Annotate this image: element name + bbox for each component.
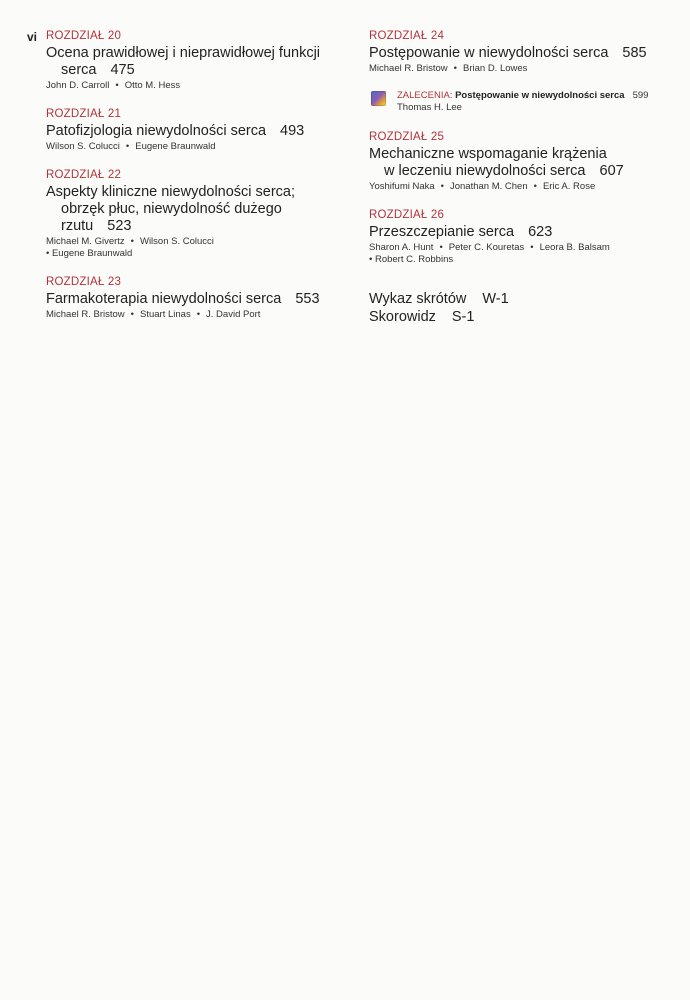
author-name: Michael M. Givertz bbox=[46, 236, 125, 247]
author-name: Wilson S. Colucci bbox=[139, 236, 214, 247]
toc-left-column bbox=[46, 29, 346, 336]
author-name: Sharon A. Hunt bbox=[369, 242, 434, 253]
chapter-title: Aspekty kliniczne niewydolności serca; obrzęk płuc, niewydolność dużego rzutu 523 bbox=[46, 184, 296, 234]
author-name: • Eugene Braunwald bbox=[46, 248, 133, 259]
author-name: Michael R. Bristow bbox=[46, 309, 125, 320]
author-name: J. David Port bbox=[206, 309, 261, 320]
toc-entry[interactable] bbox=[46, 107, 346, 153]
chapter-page: 607 bbox=[599, 163, 624, 179]
author-name: Stuart Linas bbox=[140, 309, 191, 320]
recommendation-icon bbox=[371, 91, 386, 106]
recommendation-page: 599 bbox=[632, 90, 649, 101]
toc-entry[interactable] bbox=[369, 130, 669, 193]
author-name: Michael R. Bristow bbox=[369, 63, 448, 74]
author-name: Jonathan M. Chen bbox=[449, 181, 528, 192]
chapter-authors: Michael R. Bristow • Brian D. Lowes bbox=[369, 63, 528, 74]
appendix-title: Wykaz skrótów bbox=[369, 291, 467, 307]
chapter-authors: Michael M. Givertz • Wilson S. Colucci • Eugene Braunwald bbox=[46, 236, 346, 260]
chapter-title: Postępowanie w niewydolności serca 585 bbox=[369, 45, 647, 61]
author-name: Yoshifumi Naka bbox=[369, 181, 435, 192]
chapter-authors: Sharon A. Hunt • Peter C. Kouretas • Leora B. Balsam • Robert C. Robbins bbox=[369, 242, 669, 266]
chapter-title: Patofizjologia niewydolności serca 493 bbox=[46, 123, 305, 139]
author-name: Otto M. Hess bbox=[124, 80, 181, 91]
chapter-title: Farmakoterapia niewydolności serca 553 bbox=[46, 291, 320, 307]
author-name: Wilson S. Colucci bbox=[46, 141, 120, 152]
chapter-page: 585 bbox=[622, 45, 647, 61]
chapter-label: ROZDZIAŁ 20 bbox=[46, 30, 122, 42]
recommendation-label: ZALECENIA: bbox=[397, 90, 453, 101]
chapter-page: 623 bbox=[528, 224, 553, 240]
appendix-page: S-1 bbox=[451, 309, 475, 325]
chapter-authors: Michael R. Bristow • Stuart Linas • J. David Port bbox=[46, 309, 261, 320]
appendix-page: W-1 bbox=[482, 291, 509, 307]
chapter-page: 493 bbox=[280, 123, 305, 139]
chapter-page: 553 bbox=[295, 291, 320, 307]
toc-right-column bbox=[369, 29, 669, 326]
chapter-title: Przeszczepianie serca 623 bbox=[369, 224, 553, 240]
chapter-page: 523 bbox=[107, 218, 132, 234]
author-name: Eugene Braunwald bbox=[135, 141, 216, 152]
chapter-title: Mechaniczne wspomaganie krążenia w leczeniu niewydolności serca 607 bbox=[369, 146, 624, 179]
chapter-label: ROZDZIAŁ 25 bbox=[369, 131, 445, 143]
appendix-title: Skorowidz bbox=[369, 309, 436, 325]
appendix-item[interactable] bbox=[369, 290, 669, 308]
chapter-label: ROZDZIAŁ 26 bbox=[369, 209, 445, 221]
chapter-label: ROZDZIAŁ 24 bbox=[369, 30, 445, 42]
chapter-authors: Yoshifumi Naka • Jonathan M. Chen • Eric A. Rose bbox=[369, 181, 596, 192]
chapter-authors: Wilson S. Colucci • Eugene Braunwald bbox=[46, 141, 216, 152]
author-name: Leora B. Balsam bbox=[539, 242, 610, 253]
author-name: • Robert C. Robbins bbox=[369, 254, 454, 265]
recommendation-title: Postępowanie w niewydolności serca bbox=[455, 90, 625, 101]
appendix-item[interactable] bbox=[369, 308, 669, 326]
toc-entry[interactable] bbox=[46, 168, 346, 260]
chapter-label: ROZDZIAŁ 23 bbox=[46, 276, 122, 288]
author-name: Peter C. Kouretas bbox=[448, 242, 525, 253]
recommendation-entry[interactable] bbox=[369, 90, 669, 114]
page-number: vi bbox=[27, 30, 38, 44]
chapter-label: ROZDZIAŁ 22 bbox=[46, 169, 122, 181]
appendix-list bbox=[369, 290, 669, 326]
chapter-authors: John D. Carroll • Otto M. Hess bbox=[46, 80, 181, 91]
toc-entry[interactable] bbox=[46, 29, 346, 92]
author-name: Eric A. Rose bbox=[542, 181, 596, 192]
recommendation-author: Thomas H. Lee bbox=[397, 102, 462, 113]
chapter-title: Ocena prawidłowej i nieprawidłowej funkcji serca 475 bbox=[46, 45, 321, 78]
author-name: John D. Carroll bbox=[46, 80, 110, 91]
chapter-page: 475 bbox=[110, 62, 135, 78]
toc-entry[interactable] bbox=[369, 208, 669, 266]
chapter-label: ROZDZIAŁ 21 bbox=[46, 108, 122, 120]
author-name: Brian D. Lowes bbox=[463, 63, 528, 74]
toc-entry[interactable] bbox=[369, 29, 669, 75]
toc-entry[interactable] bbox=[46, 275, 346, 321]
